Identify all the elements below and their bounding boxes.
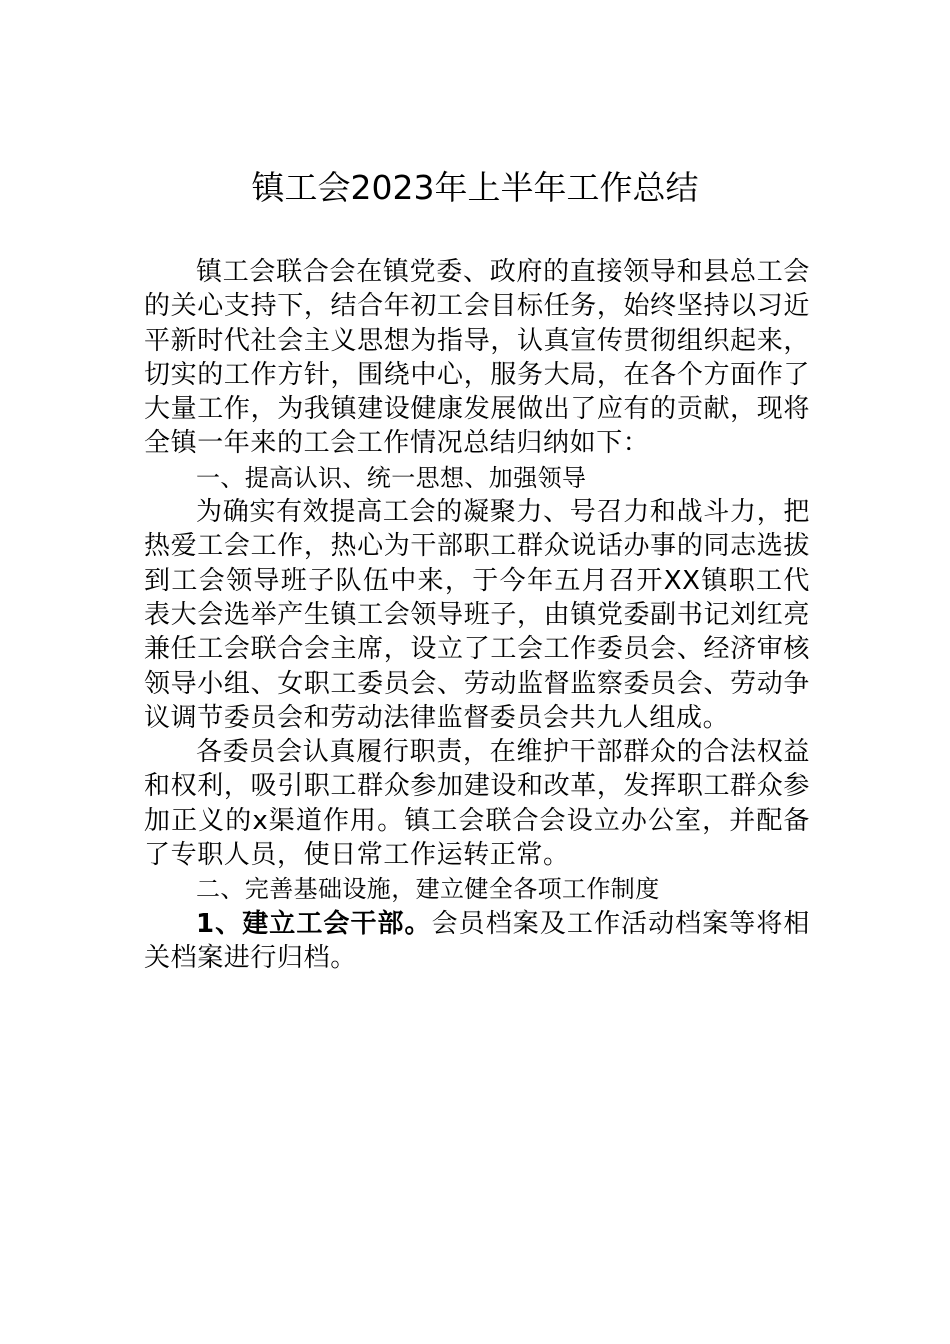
document-title: 镇工会2023年上半年工作总结 bbox=[251, 168, 699, 207]
section-1-heading: 一、提高认识、统一思想、加强领导 bbox=[196, 463, 587, 492]
document-body bbox=[144, 255, 810, 975]
section-2-heading: 二、完善基础设施，建立健全各项工作制度 bbox=[196, 875, 660, 904]
section-2-item-1 bbox=[144, 907, 810, 976]
item-1-lead: 1、建立工会干部。 bbox=[196, 908, 432, 939]
section-1-paragraph-2: 各委员会认真履行职责，在维护干部群众的合法权益和权利，吸引职工群众参加建设和改革，发挥职工群众参加正义的x渠道作用。镇工会联合会设立办公室，并配备了专职人员，使日常工作运转正常。 bbox=[144, 737, 810, 871]
intro-paragraph: 镇工会联合会在镇党委、政府的直接领导和县总工会的关心支持下，结合年初工会目标任务，始终坚持以习近平新时代社会主义思想为指导，认真宣传贯彻组织起来，切实的工作方针，围绕中心，服务大局，在各个方面作了大量工作，为我镇建设健康发展做出了应有的贡献，现将全镇一年来的工会工作情况总结归纳如下： bbox=[144, 257, 810, 459]
item-1-text: 会员档案及工作活动档案等将相关档案进行归档。 bbox=[144, 908, 810, 973]
section-1-paragraph-1: 为确实有效提高工会的凝聚力、号召力和战斗力，把热爱工会工作，热心为干部职工群众说话办事的同志选拔到工会领导班子队伍中来，于今年五月召开XX镇职工代表大会选举产生镇工会领导班子，由镇党委副书记刘红亮兼任工会联合会主席，设立了工会工作委员会、经济审核领导小组、女职工委员会、劳动监督监察委员会、劳动争议调节委员会和劳动法律监督委员会共九人组成。 bbox=[144, 497, 810, 733]
